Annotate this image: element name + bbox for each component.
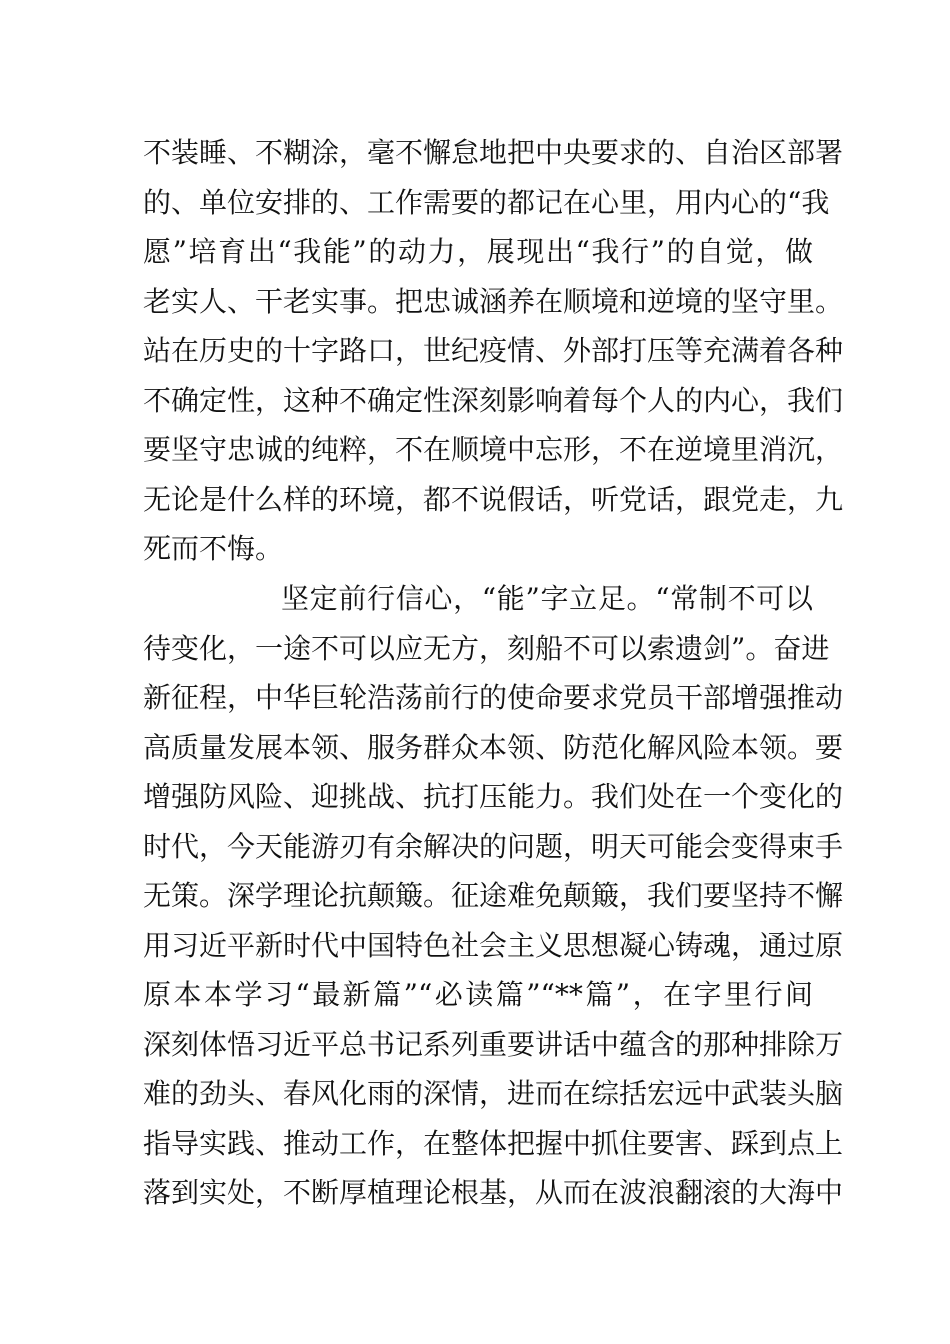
text-line: 死而不悔。 [143,532,284,565]
text-line: 增强防风险、迎挑战、抗打压能力。我们处在一个变化的 [143,780,844,813]
text-line: 无论是什么样的环境，都不说假话，听党话，跟党走，九 [143,482,844,516]
text-line: 无策。深学理论抗颠簸。征途难免颠簸，我们要坚持不懈 [143,879,844,912]
text-line: 高质量发展本领、服务群众本领、防范化解风险本领。要 [143,730,844,764]
text-line: 指导实践、推动工作，在整体把握中抓住要害、踩到点上 [143,1126,844,1160]
text-line: 不确定性，这种不确定性深刻影响着每个人的内心，我们 [143,383,844,417]
text-line: 时代，今天能游刃有余解决的问题，明天可能会变得束手 [143,829,844,863]
paragraph-loyalty [143,128,844,574]
paragraph-heading-line: 坚定前行信心，“能”字立足。“常制不可以 [281,582,813,615]
text-line: 难的劲头、春风化雨的深情，进而在综括宏远中武装头脑 [143,1077,844,1110]
text-line: 落到实处，不断厚植理论根基，从而在波浪翻滚的大海中 [143,1176,844,1209]
text-line: 原本本学习“最新篇”“必读篇”“**篇”，在字里行间 [143,978,813,1011]
text-line: 用习近平新时代中国特色社会主义思想凝心铸魂，通过原 [143,928,844,962]
text-line: 的、单位安排的、工作需要的都记在心里，用内心的“我 [143,185,830,219]
text-line: 站在历史的十字路口，世纪疫情、外部打压等充满着各种 [143,334,844,367]
text-line: 愿”培育出“我能”的动力，展现出“我行”的自觉，做 [143,235,813,268]
text-line: 不装睡、不糊涂，毫不懈怠地把中央要求的、自治区部署 [143,136,844,169]
text-line: 老实人、干老实事。把忠诚涵养在顺境和逆境的坚守里。 [143,284,844,318]
text-line: 新征程，中华巨轮浩荡前行的使命要求党员干部增强推动 [143,681,844,714]
paragraph-confidence [143,574,844,1218]
text-line: 待变化，一途不可以应无方，刻船不可以索遗剑”。奋进 [143,631,830,665]
text-line: 要坚守忠诚的纯粹，不在顺境中忘形，不在逆境里消沉， [143,433,844,466]
text-line: 深刻体悟习近平总书记系列重要讲话中蕴含的那种排除万 [143,1027,844,1061]
